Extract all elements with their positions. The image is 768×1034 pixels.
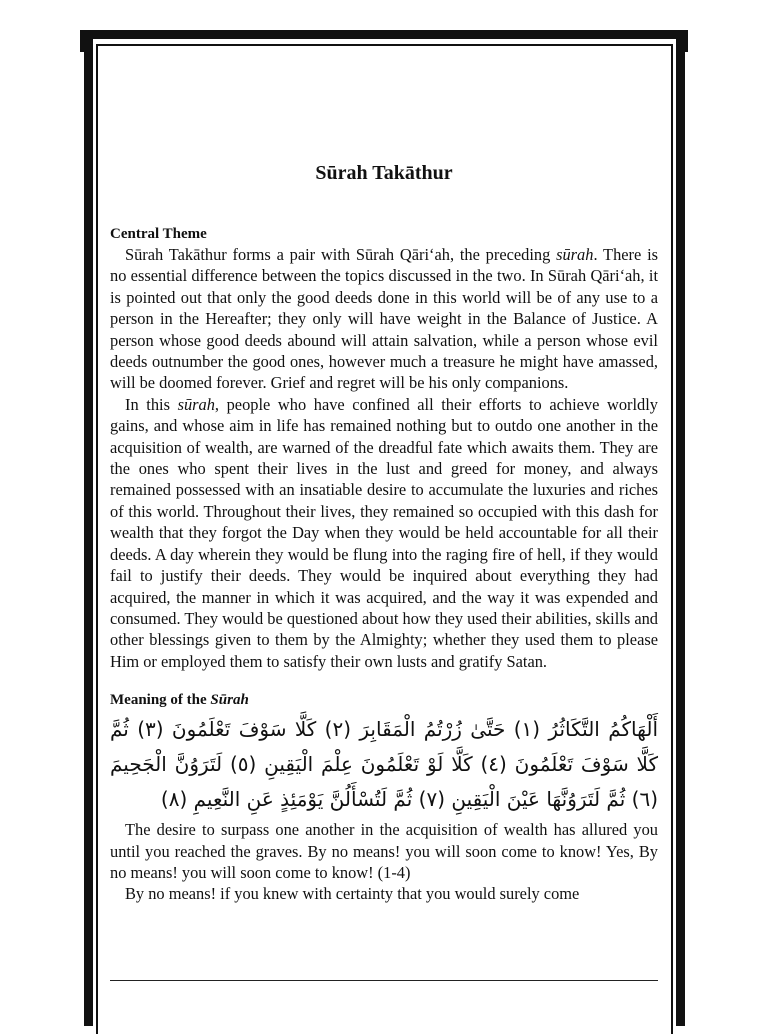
border-corner-top-left-vertical (80, 30, 89, 52)
paragraph-1 (110, 244, 658, 394)
paragraph-2-text-a: In this (125, 394, 178, 414)
page-content (110, 160, 658, 905)
meaning-heading-text: Meaning of the (110, 692, 211, 709)
paragraph-3: The desire to surpass one another in the acquisition of wealth has allured you until you reached the graves. By no means! you will soon come to know! Yes, By no means! you will soon come to know! (1-4) (110, 820, 658, 882)
paragraph-2-italic: sūrah (177, 394, 215, 414)
border-corner-top-right-vertical (679, 30, 688, 52)
paragraph-1-italic: sūrah (556, 245, 594, 264)
meaning-heading-italic: Sūrah (210, 692, 249, 709)
paragraph-4: By no means! if you knew with certainty that you would surely come (125, 884, 580, 904)
page-title: Sūrah Takāthur (315, 162, 453, 184)
arabic-verses: أَلْهَاكُمُ التَّكَاثُرُ (١) حَتَّىٰ زُرْتُمُ الْمَقَابِرَ (٢) كَلَّا سَوْفَ تَعْلَمُونَ (٣) ثُمَّ كَلَّا سَوْفَ تَعْلَمُونَ (٤) كَلَّا لَوْ تَعْلَمُونَ عِلْمَ الْيَقِينِ (٥) لَتَرَوُنَّ الْجَحِيمَ (٦) ثُمَّ لَتَرَوُنَّهَا عَيْنَ الْيَقِينِ (٧) ثُمَّ لَتُسْأَلُنَّ يَوْمَئِذٍ عَنِ النَّعِيمِ (٨) (110, 717, 659, 812)
section-heading-meaning (110, 690, 658, 710)
paragraph-1-text-a: Sūrah Takāthur forms a pair with Sūrah Qāri‘ah, the preceding (125, 245, 557, 264)
paragraph-2-text-b: , people who have confined all their efforts to achieve worldly gains, and whose aim in life has remained nothing but to outdo one another in the acquisition of wealth, are warned of the dreadful fate which awaits them. They are the ones who spent their lives in the lust and greed for money, and always remained possessed with an insatiable desire to accumulate the luxuries and riches of this world. Throughout their lives, they remained so occupied with this dash for wealth that they forgot the Day when they would be held accountable for all their deeds. A day wherein they would be flung into the raging fire of hell, if they would fail to justify their deeds. They would be inquired about everything they had acquired, the manner in which it was acquired, and the way it was expended and consumed. They would be questioned about how they used their abilities, skills and other blessings given to them by the Almighty; whether they used them to please Him or employed them to satisfy their own lusts and gratify Satan. (110, 394, 658, 671)
paragraph-1-text-b: . There is no essential difference between the topics discussed in the two. In Sūrah Qāri‘ah, it is pointed out that only the good deeds done in this world will be of any use to a person in the Hereafter; they only will have weight in the Balance of Justice. A person whose good deeds abound will attain salvation, while a person whose evil deeds outnumber the good ones, however much a treasure he might have amassed, will be doomed forever. Grief and regret will be his only companions. (110, 245, 658, 393)
footer-rule (110, 980, 658, 981)
section-spacer (110, 672, 658, 690)
section-heading-central-theme: Central Theme (110, 226, 207, 242)
paragraph-2 (110, 394, 658, 672)
